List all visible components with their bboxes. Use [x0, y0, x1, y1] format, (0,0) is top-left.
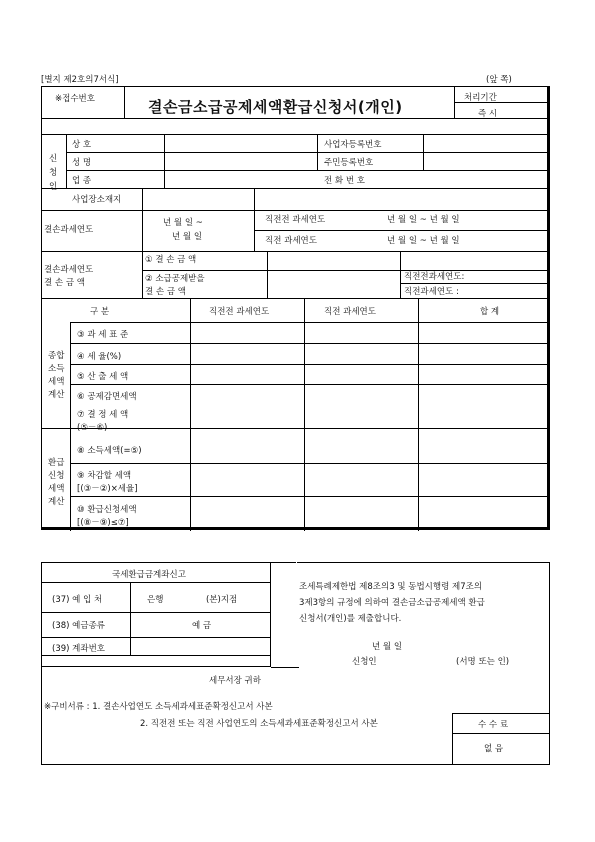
- row-income-tax: ⑧ 소득세액(=⑤): [77, 446, 142, 456]
- col-prev1: 직전 과세연도: [324, 307, 376, 317]
- col-prev2: 직전전 과세연도: [209, 307, 270, 317]
- row-calculated-tax: ⑤ 산 출 세 액: [77, 372, 129, 382]
- prev2-year-range: 년 월 일 ~ 년 월 일: [387, 215, 460, 225]
- attachments-line2: 2. 직전전 또는 직전 사업연도의 소득세과세표준확정신고서 사본: [140, 719, 378, 729]
- col-category: 구 분: [90, 307, 110, 317]
- loss-year-label: 결손과세연도: [44, 225, 94, 235]
- name-label: 성 명: [72, 158, 92, 168]
- row-tax-base: ③ 과 세 표 준: [77, 330, 129, 340]
- row-decided-tax: ⑦ 결 정 세 액: [77, 410, 129, 420]
- date-field: 년 월 일: [372, 642, 403, 652]
- row-tax-to-deduct-formula: [(③－②)×세율]: [77, 484, 138, 494]
- attachments-line1: ※구비서류 : 1. 결손사업연도 소득세과세표준확정신고서 사본: [44, 702, 273, 712]
- statement-line3: 신청서(개인)를 제출합니다.: [299, 614, 402, 624]
- application-form: [41, 86, 550, 530]
- statement-line2: 3제3항의 규정에 의하여 결손금소급공제세액 환급: [299, 598, 485, 608]
- resident-no-label: 주민등록번호: [324, 158, 374, 168]
- col-total: 합 계: [480, 307, 500, 317]
- prev2-year-label: 직전전 과세연도: [265, 215, 326, 225]
- page-side: (앞 쪽): [486, 75, 512, 85]
- account-number-label: (39) 계좌번호: [52, 644, 105, 654]
- deposit-bank-label: (37) 예 입 처: [52, 595, 103, 605]
- loss-amount-row2b: 결 손 금 액: [145, 287, 186, 297]
- bank-label: 은행: [147, 595, 164, 605]
- loss-amount-row2a: ② 소급공제받을: [145, 274, 205, 284]
- loss-amount-label1: 결손과세연도: [44, 265, 94, 275]
- applicant-sign-label: 신청인: [352, 657, 377, 667]
- loss-year-period: 년 월 일 ~: [163, 218, 203, 228]
- branch-label: (본)지점: [206, 595, 238, 605]
- statement-line1: 조세특례제한법 제8조의3 및 동법시행령 제7조의: [299, 582, 483, 592]
- applicant-side-label: 신 청 인: [49, 154, 58, 192]
- deposit-type-label: (38) 예금종류: [52, 621, 105, 631]
- deposit-type-value: 예 금: [192, 621, 212, 631]
- loss-amount-row1: ① 결 손 금 액: [145, 255, 197, 265]
- business-address-label: 사업장소재지: [72, 195, 122, 205]
- prev1-year-label: 직전 과세연도: [265, 236, 317, 246]
- fee-label: 수 수 료: [478, 720, 509, 730]
- row-tax-rate: ④ 세 율(%): [77, 352, 122, 362]
- group-refund-calc: 환급 신청 세액 계산: [48, 458, 65, 507]
- addressee: 세무서장 귀하: [209, 676, 261, 686]
- refund-account-title: 국세환급금계좌신고: [112, 570, 186, 580]
- receipt-number-label: ※접수번호: [55, 94, 95, 104]
- prev2-loss-label: 직전전과세연도:: [404, 272, 465, 282]
- row-tax-to-deduct: ⑨ 차감할 세액: [77, 471, 132, 481]
- signature-placeholder: (서명 또는 인): [456, 657, 510, 667]
- row-deduction: ⑥ 공제감면세액: [77, 392, 137, 402]
- loss-year-period2: 년 월 일: [172, 232, 203, 242]
- row-refund-amount-formula: [(⑧－⑨)≤⑦]: [77, 518, 129, 528]
- form-title: 결손금소급공제세액환급신청서(개인): [148, 98, 403, 116]
- biz-reg-no-label: 사업자등록번호: [324, 140, 382, 150]
- loss-amount-label2: 결 손 금 액: [44, 278, 85, 288]
- processing-period-value: 즉 시: [478, 109, 498, 119]
- prev1-year-range: 년 월 일 ~ 년 월 일: [387, 236, 460, 246]
- row-refund-amount: ⑩ 환급신청세액: [77, 505, 137, 515]
- business-type-label: 업 종: [72, 176, 92, 186]
- group-income-tax-calc: 종합 소득 세액 계산: [48, 351, 65, 400]
- fee-value: 없 음: [484, 744, 504, 754]
- processing-period-label: 처리기간: [464, 93, 497, 103]
- prev1-loss-label: 직전과세연도 :: [404, 287, 459, 297]
- form-number: [별지 제2호의7서식]: [41, 75, 119, 85]
- row-decided-tax-formula: (⑤－⑥): [77, 423, 108, 433]
- trade-name-label: 상 호: [72, 140, 92, 150]
- phone-label: 전 화 번 호: [324, 176, 365, 186]
